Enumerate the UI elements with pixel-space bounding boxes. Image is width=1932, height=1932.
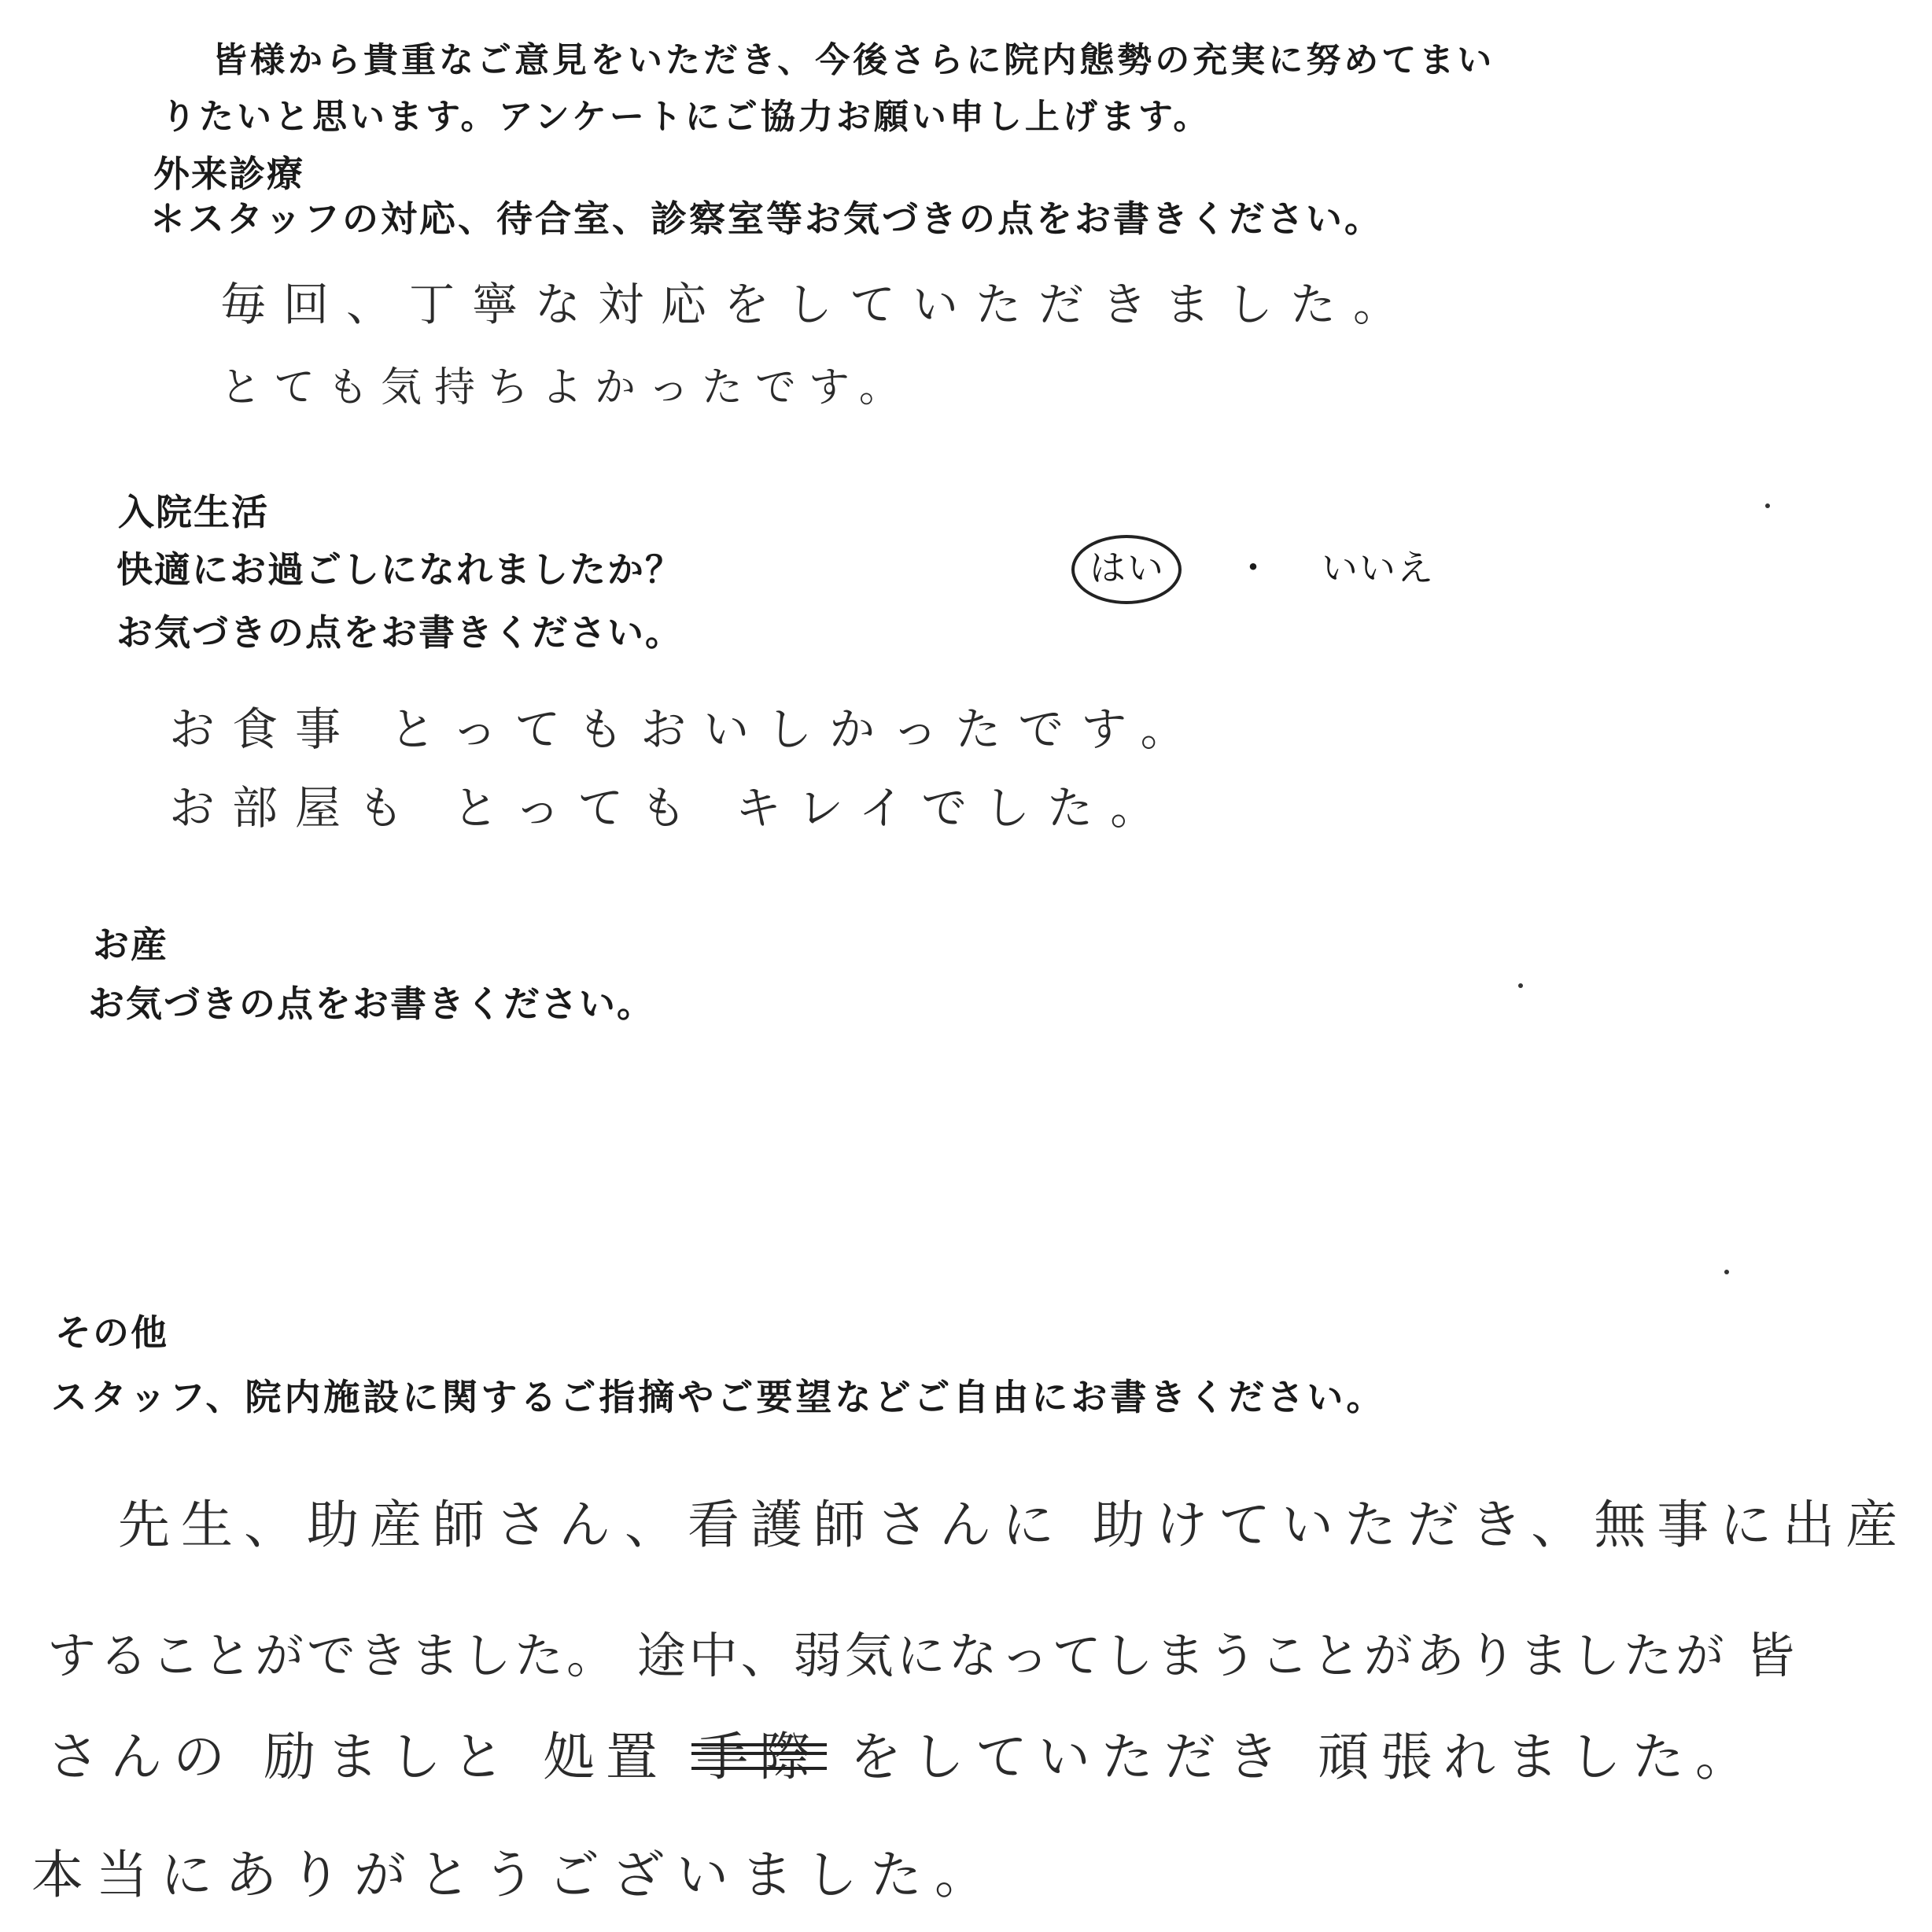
option-yes: はい: [1090, 547, 1165, 589]
intro-line-2: りたいと思います。アンケートにご協力お願い申し上げます。: [161, 97, 1211, 137]
option-separator: ・: [1235, 547, 1273, 589]
outpatient-answer-line-1: 毎回、丁寧な対応をしていただきました。: [220, 278, 1417, 331]
outpatient-heading: 外来診療: [153, 153, 304, 195]
scan-speck: [1518, 983, 1523, 988]
delivery-prompt: お気づきの点をお書きください。: [88, 983, 654, 1025]
inpatient-question: 快適にお過ごしになれましたか？: [116, 548, 683, 591]
scan-speck: [1765, 503, 1770, 508]
other-heading: その他: [55, 1311, 168, 1354]
inpatient-prompt: お気づきの点をお書きください。: [116, 611, 683, 654]
other-answer-line-4: 本当にありがとうございました。: [31, 1845, 999, 1905]
strike-lines: [691, 1743, 827, 1770]
scan-speck: [1724, 1270, 1729, 1274]
other-answer-line-3: [47, 1715, 1758, 1790]
outpatient-answer-line-2: とても気持ちよかったです。: [220, 364, 913, 411]
other-answer-line-1: 先生、助産師さん、看護師さんに 助けていただき、無事に出産: [118, 1495, 1909, 1555]
other-answer-line-2: することができました。 途中、弱気になってしまうことがありましたが 皆: [47, 1627, 1798, 1684]
other-answer-line-3-part-a: さんの 励ましと 処置: [47, 1727, 669, 1787]
delivery-heading: お産: [93, 924, 168, 966]
other-prompt: スタッフ、院内施設に関するご指摘やご要望などご自由にお書きください。: [51, 1376, 1386, 1418]
inpatient-answer-line-1: お食事 とってもおいしかったです。: [169, 702, 1204, 756]
outpatient-question: ＊スタッフの対応、待合室、診察室等お気づきの点をお書きください。: [149, 197, 1383, 240]
intro-line-1: 皆様から貴重なご意見をいただき、今後さらに院内態勢の充実に努めてまい: [212, 40, 1495, 80]
other-answer-line-3-part-b: をしていただき 頑張れました。: [849, 1727, 1758, 1787]
struck-out-word: 手際: [696, 1715, 822, 1790]
inpatient-heading: 入院生活: [118, 491, 269, 533]
option-no: いいえ: [1322, 547, 1435, 589]
inpatient-answer-line-2: お部屋も とっても キレイでした。: [169, 781, 1174, 835]
